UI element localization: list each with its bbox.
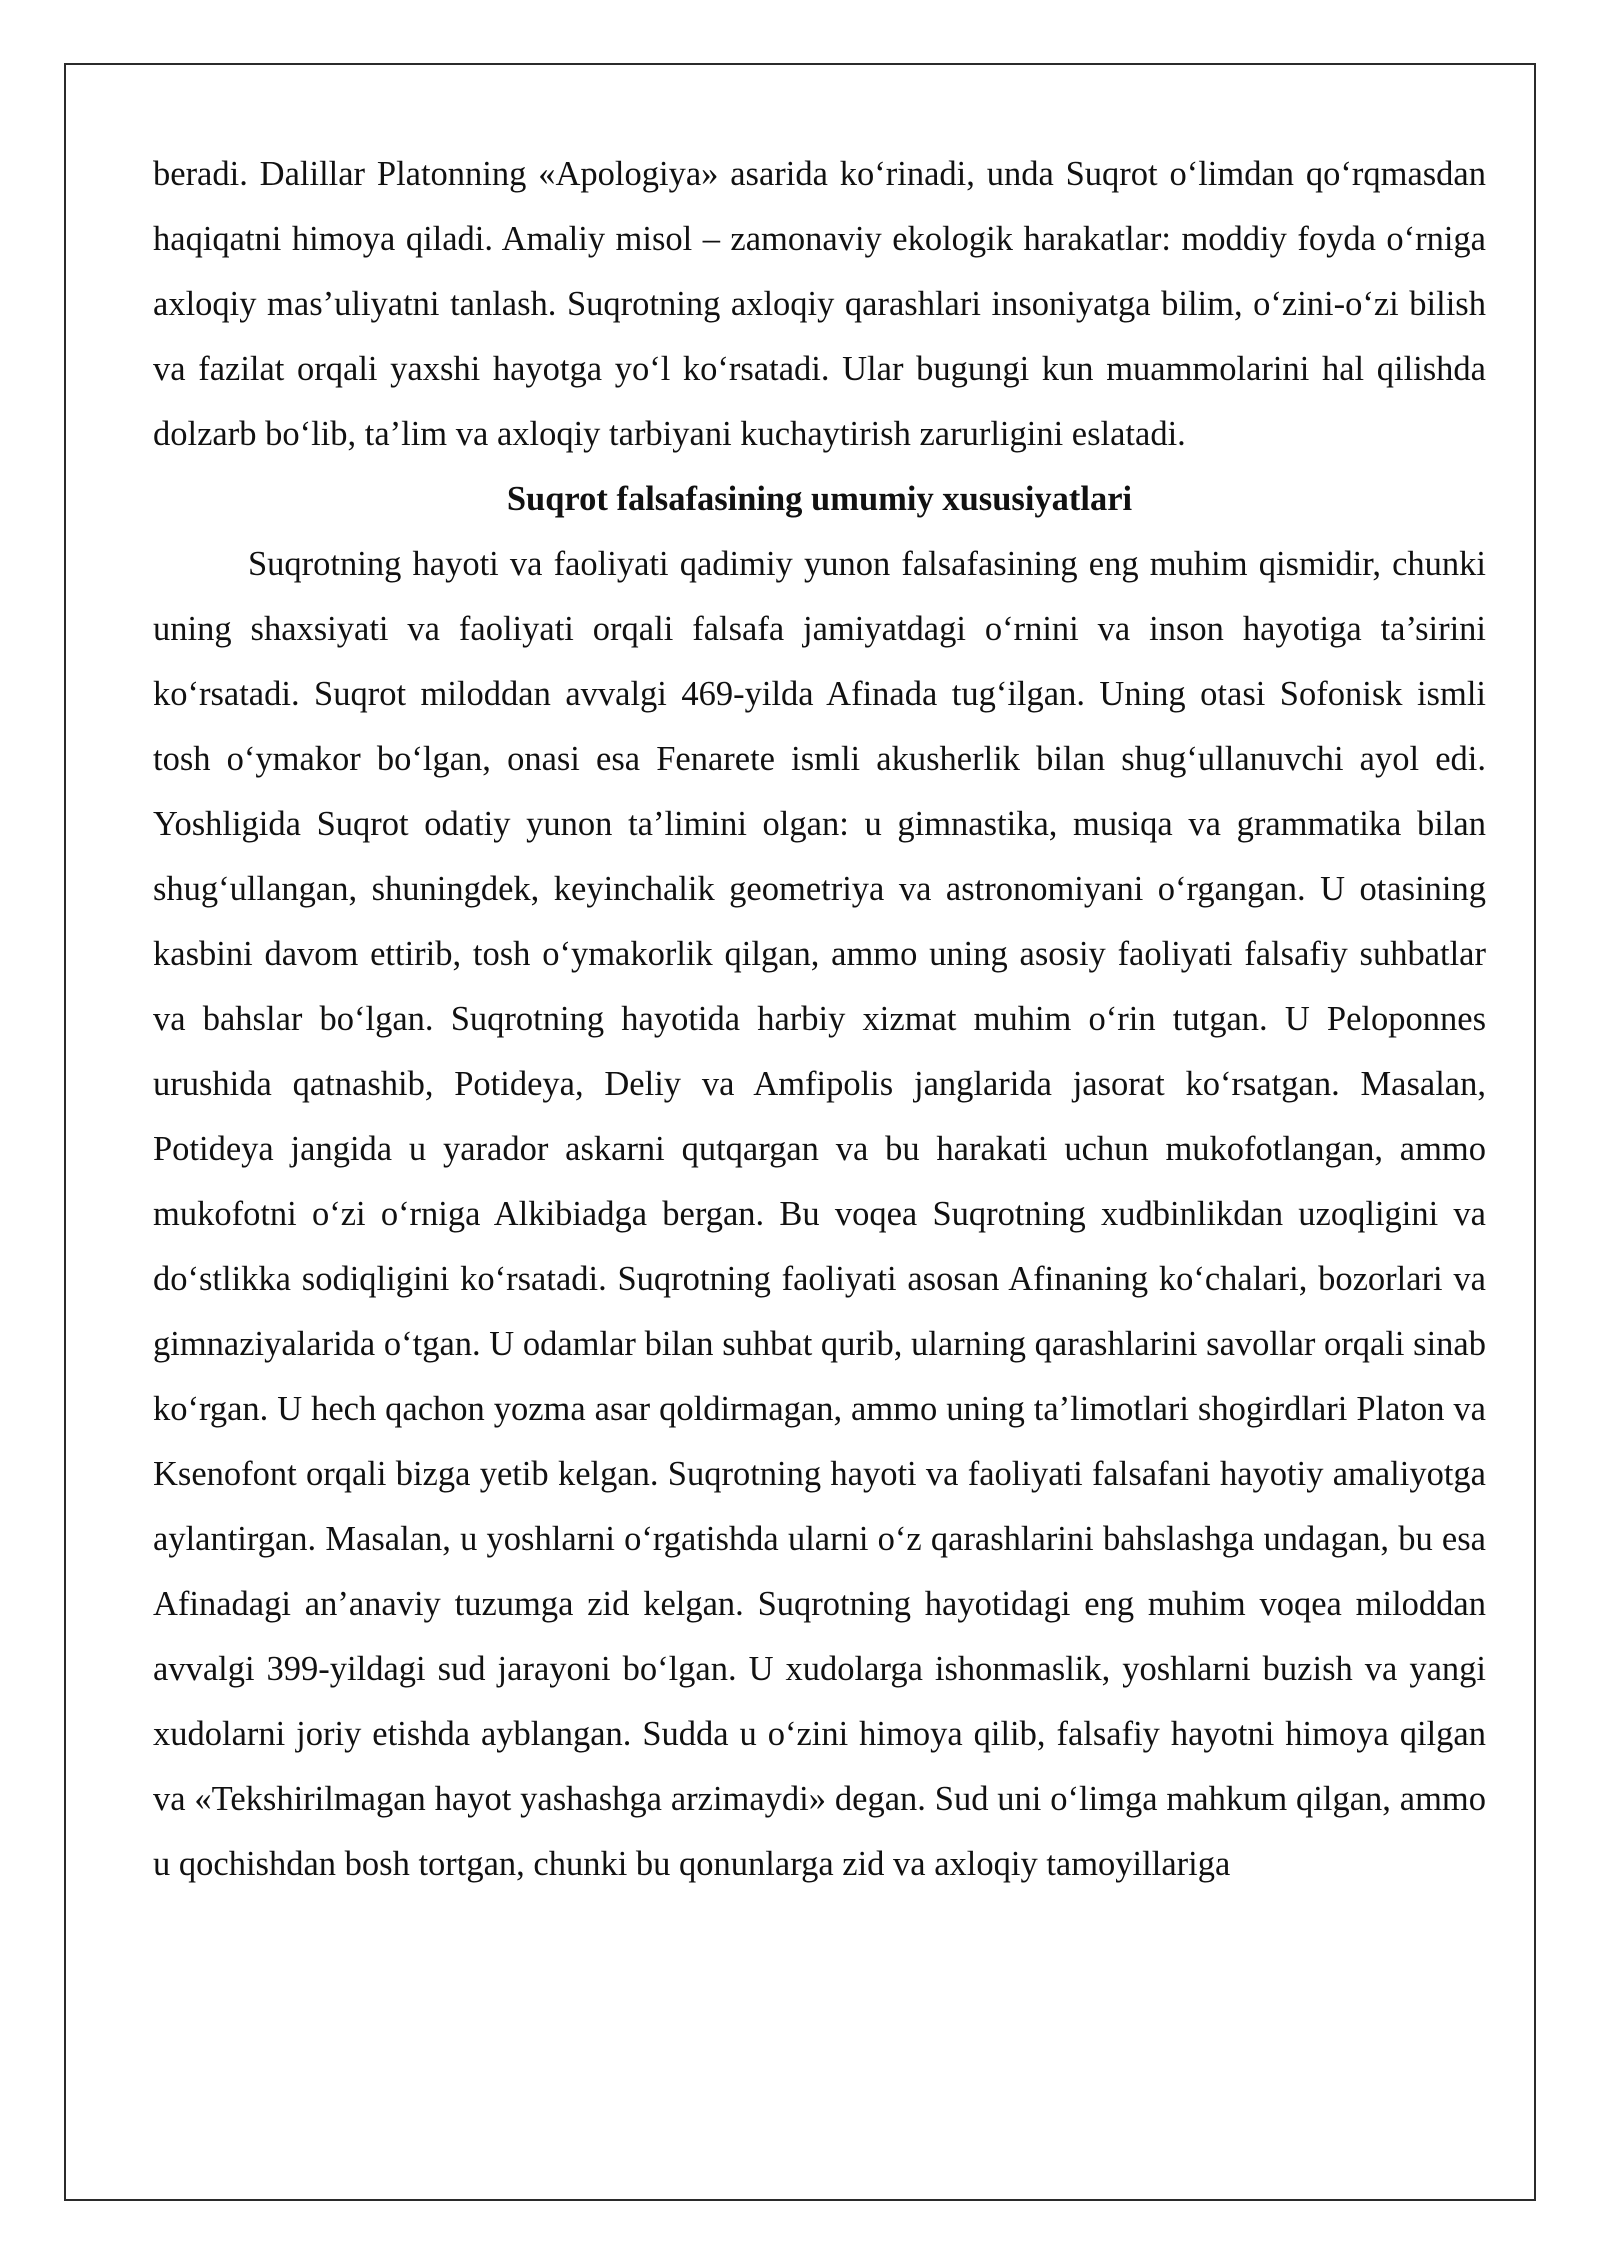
paragraph-continued: beradi. Dalillar Platonning «Apologiya» asarida ko‘rinadi, unda Suqrot o‘limdan qo‘rqmasdan haqiqatni himoya qiladi. Amaliy misol – zamonaviy ekologik harakatlar: moddiy foyda o‘rniga axloqiy mas’uliyatni tanlash. Suqrotning axloqiy qarashlari insoniyatga bilim, o‘zini-o‘zi bilish va fazilat orqali yaxshi hayotga yo‘l ko‘rsatadi. Ular bugungi kun muammolarini hal qilishda dolzarb bo‘lib, ta’lim va axloqiy tarbiyani kuchaytirish zarurligini eslatadi. xyxy=(153,155,1486,453)
document-body xyxy=(153,142,1486,1897)
section-heading: Suqrot falsafasining umumiy xususiyatlari xyxy=(506,480,1133,518)
paragraph-main: Suqrotning hayoti va faoliyati qadimiy yunon falsafasining eng muhim qismidir, chunki uning shaxsiyati va faoliyati orqali falsafa jamiyatdagi o‘rnini va inson hayotiga ta’sirini ko‘rsatadi. Suqrot miloddan avvalgi 469-yilda Afinada tug‘ilgan. Uning otasi Sofonisk ismli tosh o‘ymakor bo‘lgan, onasi esa Fenarete ismli akusherlik bilan shug‘ullanuvchi ayol edi. Yoshligida Suqrot odatiy yunon ta’limini olgan: u gimnastika, musiqa va grammatika bilan shug‘ullangan, shuningdek, keyinchalik geometriya va astronomiyani o‘rgangan. U otasining kasbini davom ettirib, tosh o‘ymakorlik qilgan, ammo uning asosiy faoliyati falsafiy suhbatlar va bahslar bo‘lgan. Suqrotning hayotida harbiy xizmat muhim o‘rin tutgan. U Peloponnes urushida qatnashib, Potideya, Deliy va Amfipolis janglarida jasorat ko‘rsatgan. Masalan, Potideya jangida u yarador askarni qutqargan va bu harakati uchun mukofotlangan, ammo mukofotni o‘zi o‘rniga Alkibiadga bergan. Bu voqea Suqrotning xudbinlikdan uzoqligini va do‘stlikka sodiqligini ko‘rsatadi. Suqrotning faoliyati asosan Afinaning ko‘chalari, bozorlari va gimnaziyalarida o‘tgan. U odamlar bilan suhbat qurib, ularning qarashlarini savollar orqali sinab ko‘rgan. U hech qachon yozma asar qoldirmagan, ammo uning ta’limotlari shogirdlari Platon va Ksenofont orqali bizga yetib kelgan. Suqrotning hayoti va faoliyati falsafani hayotiy amaliyotga aylantirgan. Masalan, u yoshlarni o‘rgatishda ularni o‘z qarashlarini bahslashga undagan, bu esa Afinadagi an’anaviy tuzumga zid kelgan. Suqrotning hayotidagi eng muhim voqea miloddan avvalgi 399-yildagi sud jarayoni bo‘lgan. U xudolarga ishonmaslik, yoshlarni buzish va yangi xudolarni joriy etishda ayblangan. Sudda u o‘zini himoya qilib, falsafiy hayotni himoya qilgan va «Tekshirilmagan hayot yashashga arzimaydi» degan. Sud uni o‘limga mahkum qilgan, ammo u qochishdan bosh tortgan, chunki bu qonunlarga zid va axloqiy tamoyillariga xyxy=(153,545,1486,1883)
